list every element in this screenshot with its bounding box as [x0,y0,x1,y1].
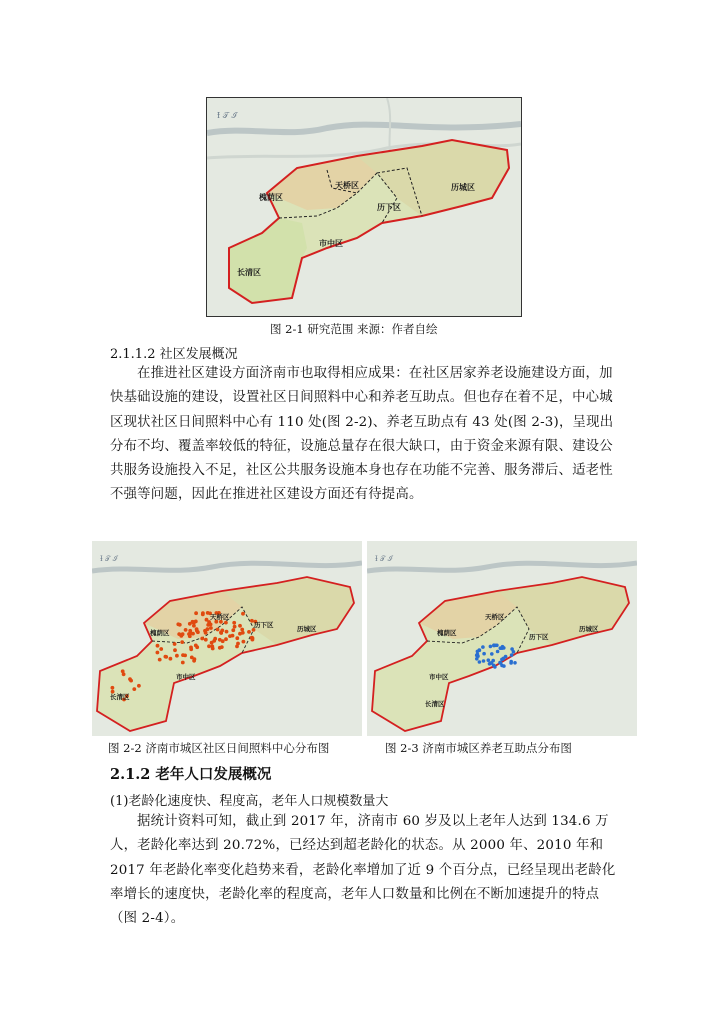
facility-point [476,654,480,658]
facility-point [489,645,493,649]
svg-text:Ɨ 𝒯 ℐ: Ɨ 𝒯 ℐ [375,555,393,563]
facility-point [156,644,160,648]
figure-caption: 图 2-2 济南市城区社区日间照料中心分布图 [108,741,330,755]
body-paragraph: 在推进社区建设方面济南市也取得相应成果：在社区居家养老设施建设方面，加快基础设施的建设，设置社区日间照料中心和养老互助点。但也存在着不足，中心城区现状社区日间照料中心有 110 处(图 2-2)、养老互助点有 43 处(图 2-3)，呈现出分布不均、覆盖率较低的特征，设施总量存在很大缺口，由于资金来源有限、建设公共服务设施投入不足，社区公共服务设施本身也存在功能不完善、服务滞后、适老性不强等问题，因此在推进社区建设方面还有待提高。 [110,366,614,503]
facility-point [492,664,496,668]
facility-point [238,632,242,636]
facility-point [181,632,185,636]
research-area-map [206,97,522,317]
district-label: 市中区 [429,673,449,681]
facility-point [242,640,246,644]
section-heading: 2.1.1.2 社区发展概况 [110,347,238,362]
district-label: 长清区 [110,693,130,701]
facility-point [512,650,516,654]
facility-point [236,642,240,646]
facility-point [501,657,505,661]
facility-point [200,637,204,641]
facility-point [225,630,229,634]
district-label: 槐荫区 [259,193,283,202]
district-label: 长清区 [425,700,445,708]
facility-point [129,679,133,683]
district-label: 历城区 [297,625,317,633]
district-label: 天桥区 [210,613,230,621]
facility-point [250,636,254,640]
svg-text:Ɨ 𝒯 ℐ: Ɨ 𝒯 ℐ [100,555,118,563]
facility-point [132,687,136,691]
facility-point [207,644,211,648]
facility-point [224,637,228,641]
facility-point [180,640,184,644]
facility-point [164,655,168,659]
facility-point [121,669,125,673]
district-label: 长清区 [237,268,261,277]
facility-point [228,634,232,638]
district-label: 历下区 [377,203,401,212]
facility-point [499,661,503,665]
subsection-heading: (1)老龄化速度快、程度高，老年人口规模数量大 [110,794,389,809]
facility-point [137,684,141,688]
facility-point [487,658,491,662]
day-care-center-map [92,541,362,736]
mutual-aid-point-map [367,541,637,736]
facility-point [513,661,517,665]
facility-point [159,647,163,651]
facility-point [247,630,251,634]
facility-point [482,652,486,656]
facility-point [238,624,242,628]
facility-point [209,626,213,630]
facility-point [218,638,222,642]
facility-point [169,657,173,661]
facility-point [156,651,160,655]
facility-point [205,618,209,622]
facility-point [241,612,245,616]
day-care-center-map-svg [92,541,362,736]
district-label: 历下区 [529,633,549,641]
facility-point [488,662,492,666]
body-paragraph: 据统计资料可知，截止到 2017 年，济南市 60 岁及以上老年人达到 134.6 万人，老龄化率达到 20.72%，已经达到超老龄化的状态。从 2000 年、2010 年和 2017 年老龄化率变化趋势来看，老龄化率增加了近 9 个百分点，已经呈现出老龄化率增长的速度快，老龄化率的程度高，老年人口数量和比例在不断加速提升的特点（图 2-4）。 [110,814,616,927]
facility-point [478,660,482,664]
facility-point [476,650,480,654]
facility-point [189,647,193,651]
facility-point [240,628,244,632]
facility-point [220,629,224,633]
facility-point [224,621,228,625]
district-label: 历下区 [254,621,274,629]
facility-point [188,629,192,633]
district-label: 市中区 [176,673,196,681]
facility-point [509,660,513,664]
facility-point [216,628,220,632]
facility-point [192,624,196,628]
svg-text:Ɨ 𝒯 ℐ: Ɨ 𝒯 ℐ [217,111,237,120]
facility-point [211,647,215,651]
district-label: 天桥区 [335,181,359,190]
facility-point [184,628,188,632]
district-label: 历城区 [451,183,475,192]
figure-caption: 图 2-3 济南市城区养老互助点分布图 [385,741,572,755]
facility-point [212,639,216,643]
facility-point [496,650,500,654]
facility-point [204,631,208,635]
facility-point [231,628,235,632]
facility-point [177,632,181,636]
facility-point [201,611,205,615]
facility-point [220,645,224,649]
facility-point [181,661,185,665]
facility-point [501,645,505,649]
section-heading: 2.1.2 老年人口发展概况 [110,766,272,783]
facility-point [235,636,239,640]
facility-point [233,625,237,629]
facility-point [482,659,486,663]
facility-point [195,645,199,649]
mutual-aid-point-map-svg [367,541,637,736]
facility-point [191,620,195,624]
facility-point [176,622,180,626]
facility-point [194,611,198,615]
district-label: 市中区 [319,239,343,248]
facility-point [195,629,199,633]
facility-point [158,658,162,662]
facility-point [206,627,210,631]
facility-point [190,656,194,660]
facility-point [175,654,179,658]
facility-point [204,638,208,642]
facility-point [232,621,236,625]
facility-point [206,623,210,627]
facility-point [173,648,177,652]
district-label: 天桥区 [485,613,505,621]
facility-point [111,686,115,690]
facility-point [481,645,485,649]
facility-point [191,632,195,636]
facility-point [510,653,514,657]
facility-point [173,642,177,646]
facility-point [495,644,499,648]
district-label: 槐荫区 [150,629,170,637]
district-label: 槐荫区 [437,629,457,637]
figure-caption: 图 2-1 研究范围 来源：作者自绘 [270,322,438,336]
facility-point [181,653,185,657]
facility-point [502,664,506,668]
research-area-map-svg [207,98,521,316]
facility-point [490,652,494,656]
district-label: 历城区 [579,625,599,633]
